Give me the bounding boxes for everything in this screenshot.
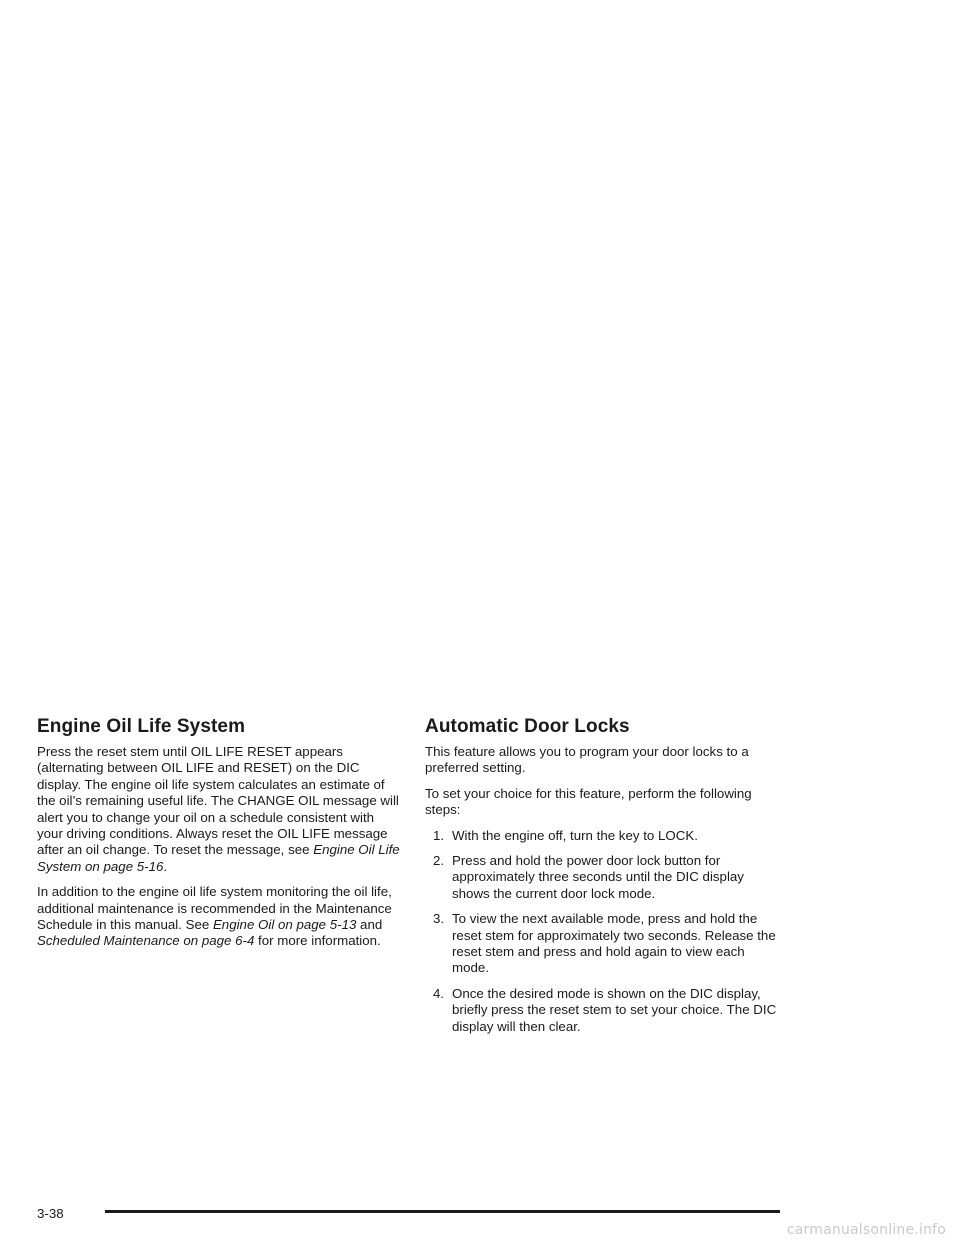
step-text: Press and hold the power door lock button for approximately three seconds until the DIC display shows the current door lock mode. [452,853,744,901]
step-number: 4. [433,985,445,1001]
watermark: carmanualsonline.info [786,1222,946,1238]
step-number: 1. [433,827,445,843]
step-number: 2. [433,853,445,869]
paragraph-text: and [356,917,383,933]
paragraph-text: for more information. [254,933,381,949]
steps-list [425,828,785,1035]
step-text: Once the desired mode is shown on the DIC display, briefly press the reset stem to set your choice. The DIC display will then clear. [452,985,777,1034]
paragraph-feature-intro: This feature allows you to program your door locks to a preferred setting. [425,744,749,776]
link-engine-oil[interactable]: Engine Oil on page 5-13 [212,917,357,933]
step-text: With the engine off, turn the key to LOCK. [452,827,698,843]
link-scheduled-maintenance[interactable]: Scheduled Maintenance on page 6-4 [37,933,255,949]
list-item [425,853,785,902]
paragraph-text: Press the reset stem until OIL LIFE RESET appears (alternating between OIL LIFE and RESET) on the DIC display. The engine oil life system calculates an estimate of the oil’s remaining useful life. The CHANGE OIL message will alert you to change your oil on a schedule consistent with your driving conditions. Always reset the OIL LIFE message after an oil change. To reset the message, see [37,744,399,858]
section-automatic-door-locks [425,716,785,1044]
heading-engine-oil-life: Engine Oil Life System [37,716,246,737]
heading-automatic-door-locks: Automatic Door Locks [425,716,630,737]
list-item [425,911,785,977]
paragraph-maintenance [37,884,403,950]
step-text: To view the next available mode, press and hold the reset stem for approximately two seconds. Release the reset stem and press and hold again to view each mode. [452,911,776,976]
list-item [425,986,785,1035]
step-number: 3. [433,911,445,927]
section-engine-oil-life [37,716,403,959]
paragraph-text: In addition to the engine oil life system monitoring the oil life, additional maintenance is recommended in the Maintenance Schedule in this manual. See [37,884,392,933]
page-number: 3-38 [37,1206,64,1221]
paragraph-oil-reset [37,744,403,875]
list-item [425,828,785,844]
paragraph-steps-intro: To set your choice for this feature, perform the following steps: [425,785,752,818]
link-engine-oil-life-system[interactable]: Engine Oil Life System on page 5-16 [37,842,400,874]
paragraph-text: . [163,858,168,874]
footer-divider [105,1210,780,1213]
